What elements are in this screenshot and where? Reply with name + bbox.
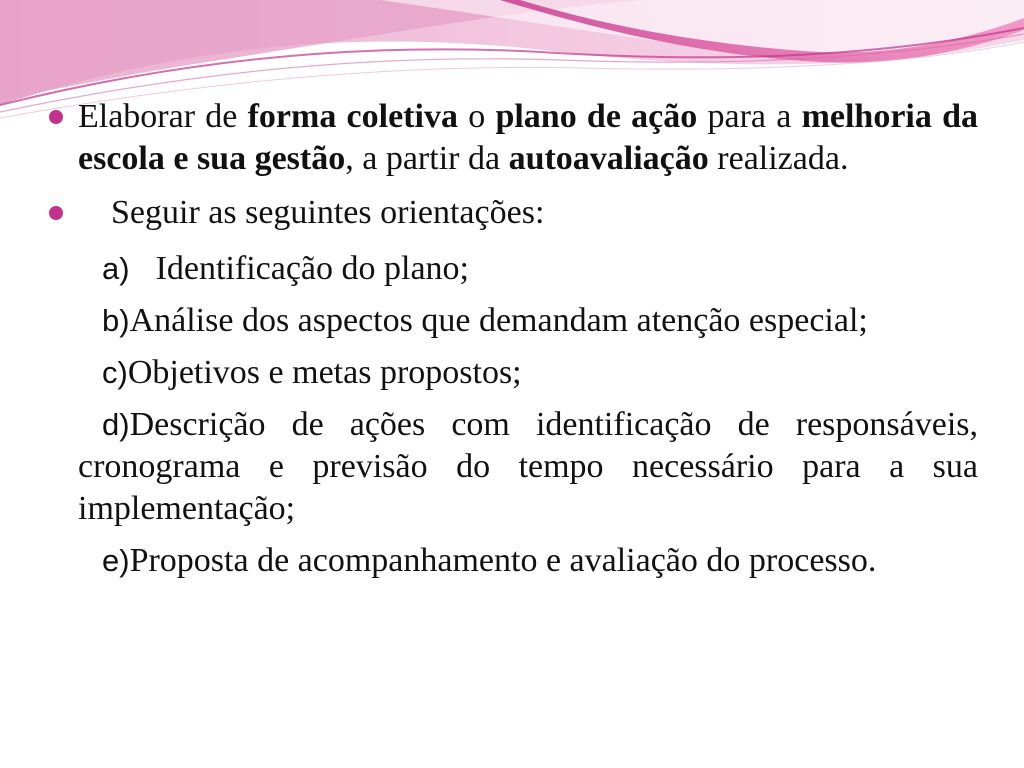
list-marker: c) bbox=[102, 355, 128, 390]
list-item-b bbox=[78, 300, 978, 342]
list-item-text: Análise dos aspectos que demandam atenção especial; bbox=[129, 302, 868, 339]
list-item-a bbox=[78, 248, 978, 290]
bold-term: melhoria da escola e sua gestão bbox=[78, 98, 979, 177]
bullet-item-seguir bbox=[78, 192, 978, 234]
list-marker: b) bbox=[102, 303, 130, 338]
text-run: realizada. bbox=[708, 140, 849, 177]
list-item-text: Descrição de ações com identificação de responsáveis, cronograma e previsão do tempo necessário para a sua implementação; bbox=[78, 406, 978, 527]
list-item-c bbox=[78, 352, 978, 394]
list-item-d bbox=[78, 404, 978, 530]
text-run: para a bbox=[697, 98, 802, 135]
list-marker: e) bbox=[102, 543, 130, 578]
list-marker: d) bbox=[102, 407, 130, 442]
slide-content bbox=[78, 96, 978, 582]
bullet-text: Seguir as seguintes orientações: bbox=[111, 194, 545, 231]
text-run: o bbox=[457, 98, 496, 135]
text-run: Elaborar de bbox=[78, 98, 248, 135]
bold-term: autoavaliação bbox=[508, 140, 709, 177]
list-marker: a) bbox=[102, 251, 130, 286]
list-item-text: Objetivos e metas propostos; bbox=[127, 354, 522, 391]
bold-term: plano de ação bbox=[495, 98, 698, 135]
list-item-e bbox=[78, 540, 978, 582]
bold-term: forma coletiva bbox=[247, 98, 458, 135]
bullet-icon bbox=[49, 110, 63, 124]
bullet-icon bbox=[49, 206, 63, 220]
list-item-text: Proposta de acompanhamento e avaliação do processo. bbox=[129, 542, 877, 579]
bullet-item-elaborar bbox=[78, 96, 978, 180]
text-run: , a partir da bbox=[345, 140, 509, 177]
list-item-text: Identificação do plano; bbox=[155, 250, 469, 287]
